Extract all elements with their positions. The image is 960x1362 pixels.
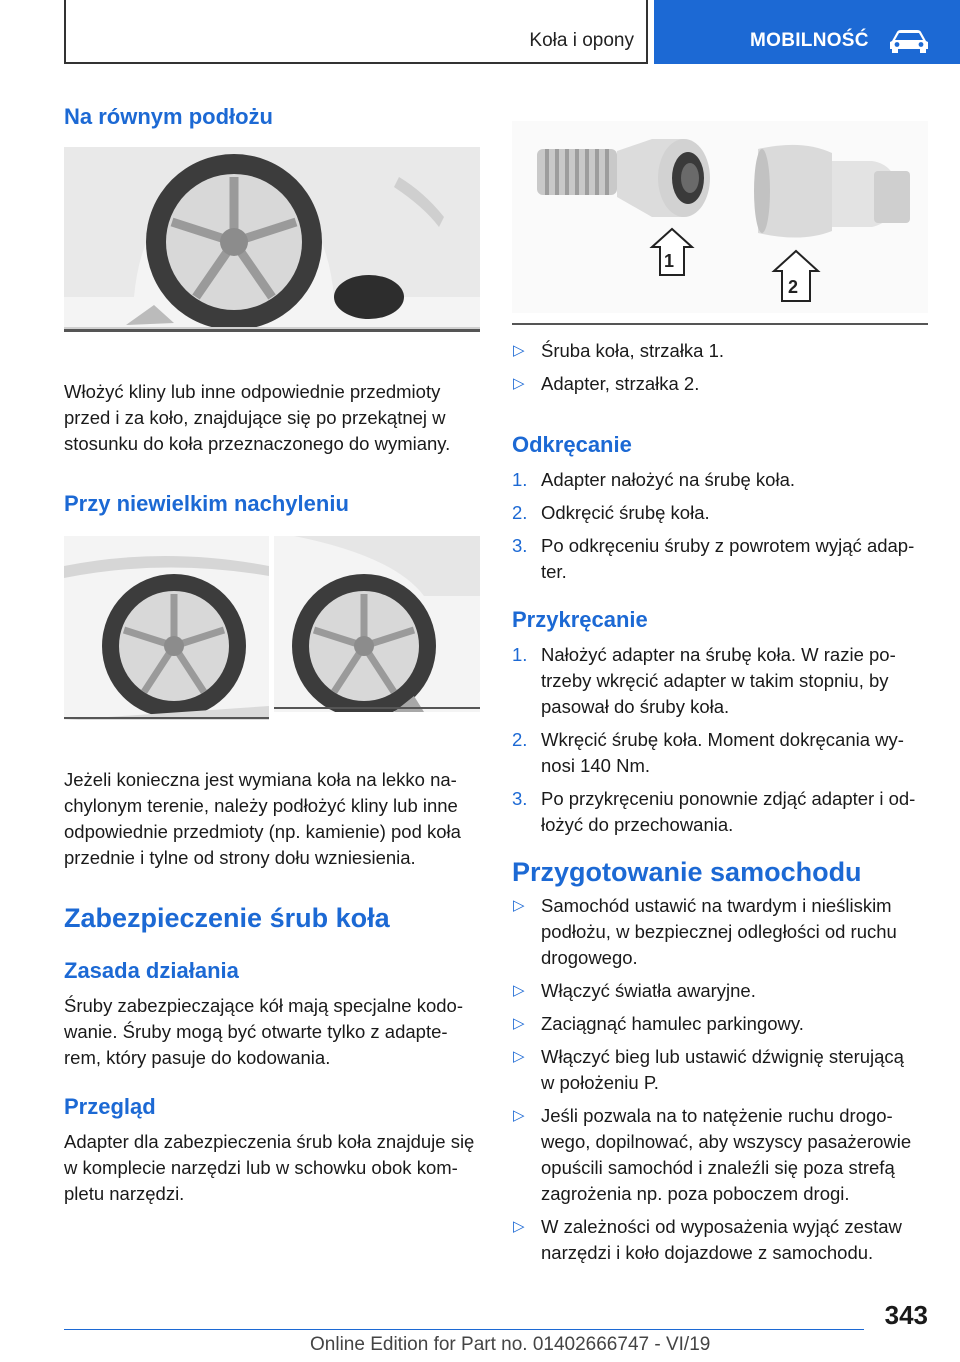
list-item: ▷ Włączyć światła awaryjne. bbox=[512, 978, 928, 1004]
triangle-bullet-icon: ▷ bbox=[513, 1218, 525, 1235]
callout-label-1: 1 bbox=[664, 251, 675, 271]
list-item: 3. Po odkręceniu śruby z powrotem wyjąć adap- ter. bbox=[512, 535, 915, 582]
photo-wheel-flat-ground bbox=[64, 147, 480, 331]
text-line: Śruby zabezpieczające kół mają specjalne kodo- bbox=[64, 995, 463, 1016]
principle-text bbox=[64, 993, 463, 1071]
header-chapter-title: MOBILNOŚĆ bbox=[750, 30, 869, 51]
legend-list bbox=[512, 338, 928, 404]
list-item: ▷ Zaciągnąć hamulec parkingowy. bbox=[512, 1011, 928, 1037]
heading-unscrew: Odkręcanie bbox=[512, 432, 632, 457]
list-item: ▷ Śruba koła, strzałka 1. bbox=[512, 338, 928, 364]
list-item: ▷ Jeśli pozwala na to natężenie ruchu drogo- wego, dopilnować, aby wszyscy pasażerowie opuścili samochód i znaleźli się poza strefą zagrożenia np. poza poboczem drogi. bbox=[513, 1105, 912, 1204]
triangle-bullet-icon: ▷ bbox=[513, 1107, 525, 1124]
flat-ground-text bbox=[64, 379, 450, 457]
heading-slight-slope: Przy niewielkim nachyleniu bbox=[64, 491, 349, 516]
heading-screw: Przykręcanie bbox=[512, 607, 648, 632]
footer-divider bbox=[64, 1329, 864, 1330]
list-item: ▷ Samochód ustawić na twardym i nieśliskim podłożu, w bezpiecznej odległości od ruchu drogowego. bbox=[513, 895, 897, 968]
text-line: przed i za koło, znajdujące się po przekątnej w bbox=[64, 407, 446, 428]
header-section-box bbox=[64, 0, 648, 64]
triangle-bullet-icon: ▷ bbox=[513, 982, 525, 999]
triangle-bullet-icon: ▷ bbox=[513, 375, 525, 392]
text-line: Adapter dla zabezpieczenia śrub koła znajduje się bbox=[64, 1131, 475, 1152]
heading-flat-ground: Na równym podłożu bbox=[64, 104, 273, 129]
triangle-bullet-icon: ▷ bbox=[513, 897, 525, 914]
text-line: chylonym terenie, należy podłożyć kliny lub inne bbox=[64, 795, 458, 816]
overview-text bbox=[64, 1129, 474, 1207]
list-item: 1. Nałożyć adapter na śrubę koła. W razie po- trzeby wkręcić adapter w takim stopniu, by pasował do śruby koła. bbox=[512, 644, 896, 717]
photo-underline bbox=[64, 717, 269, 719]
list-item: ▷ Włączyć bieg lub ustawić dźwignię sterującą w położeniu P. bbox=[513, 1046, 904, 1093]
text-line: odpowiednie przedmioty (np. kamienie) pod koła bbox=[64, 821, 461, 842]
triangle-bullet-icon: ▷ bbox=[513, 342, 525, 359]
photo-wheel-slope-front bbox=[64, 536, 269, 720]
heading-overview: Przegląd bbox=[64, 1094, 156, 1119]
text-line: pletu narzędzi. bbox=[64, 1183, 185, 1204]
unscrew-steps bbox=[512, 467, 928, 592]
triangle-bullet-icon: ▷ bbox=[513, 1048, 525, 1065]
page-number: 343 bbox=[884, 1300, 928, 1330]
triangle-bullet-icon: ▷ bbox=[513, 1015, 525, 1032]
diagram-underline bbox=[512, 323, 928, 325]
list-item: 2. Odkręcić śrubę koła. bbox=[512, 502, 710, 523]
photo-underline bbox=[64, 329, 480, 332]
list-item: 2. Wkręcić śrubę koła. Moment dokręcania wy- nosi 140 Nm. bbox=[512, 729, 904, 776]
list-item: 1. Adapter nałożyć na śrubę koła. bbox=[512, 469, 796, 490]
slope-text bbox=[64, 767, 461, 871]
list-item: ▷ W zależności od wyposażenia wyjąć zestaw narzędzi i koło dojazdowe z samochodu. bbox=[513, 1216, 902, 1263]
callout-label-2: 2 bbox=[788, 277, 799, 297]
heading-wheel-lock-bolts: Zabezpieczenie śrub koła bbox=[64, 903, 390, 933]
footer-edition: Online Edition for Part no. 01402666747 - VI/19 bbox=[310, 1334, 711, 1355]
photo-wheel-slope-rear bbox=[274, 536, 480, 712]
heading-vehicle-preparation: Przygotowanie samochodu bbox=[512, 857, 862, 887]
list-item: 3. Po przykręceniu ponownie zdjąć adapter i od- łożyć do przechowania. bbox=[512, 788, 916, 835]
heading-principle: Zasada działania bbox=[64, 958, 239, 983]
car-icon bbox=[888, 27, 930, 53]
header-section-title: Koła i opony bbox=[529, 30, 634, 51]
photo-underline bbox=[274, 707, 480, 709]
list-item: ▷ Adapter, strzałka 2. bbox=[512, 371, 928, 397]
header-chapter-tab[interactable] bbox=[654, 0, 960, 64]
text-line: Włożyć kliny lub inne odpowiednie przedmioty bbox=[64, 381, 441, 402]
screw-steps bbox=[512, 642, 928, 845]
text-line: w komplecie narzędzi lub w schowku obok kom- bbox=[64, 1157, 458, 1178]
text-line: rem, który pasuje do kodowania. bbox=[64, 1047, 331, 1068]
text-line: przednie i tylne od strony dołu wzniesienia. bbox=[64, 847, 416, 868]
diagram-bolt-and-adapter bbox=[512, 121, 928, 313]
prep-list bbox=[512, 893, 928, 1273]
text-line: Jeżeli konieczna jest wymiana koła na lekko na- bbox=[64, 769, 457, 790]
text-line: stosunku do koła przeznaczonego do wymiany. bbox=[64, 433, 451, 454]
text-line: wanie. Śruby mogą być otwarte tylko z adapte- bbox=[64, 1021, 448, 1042]
